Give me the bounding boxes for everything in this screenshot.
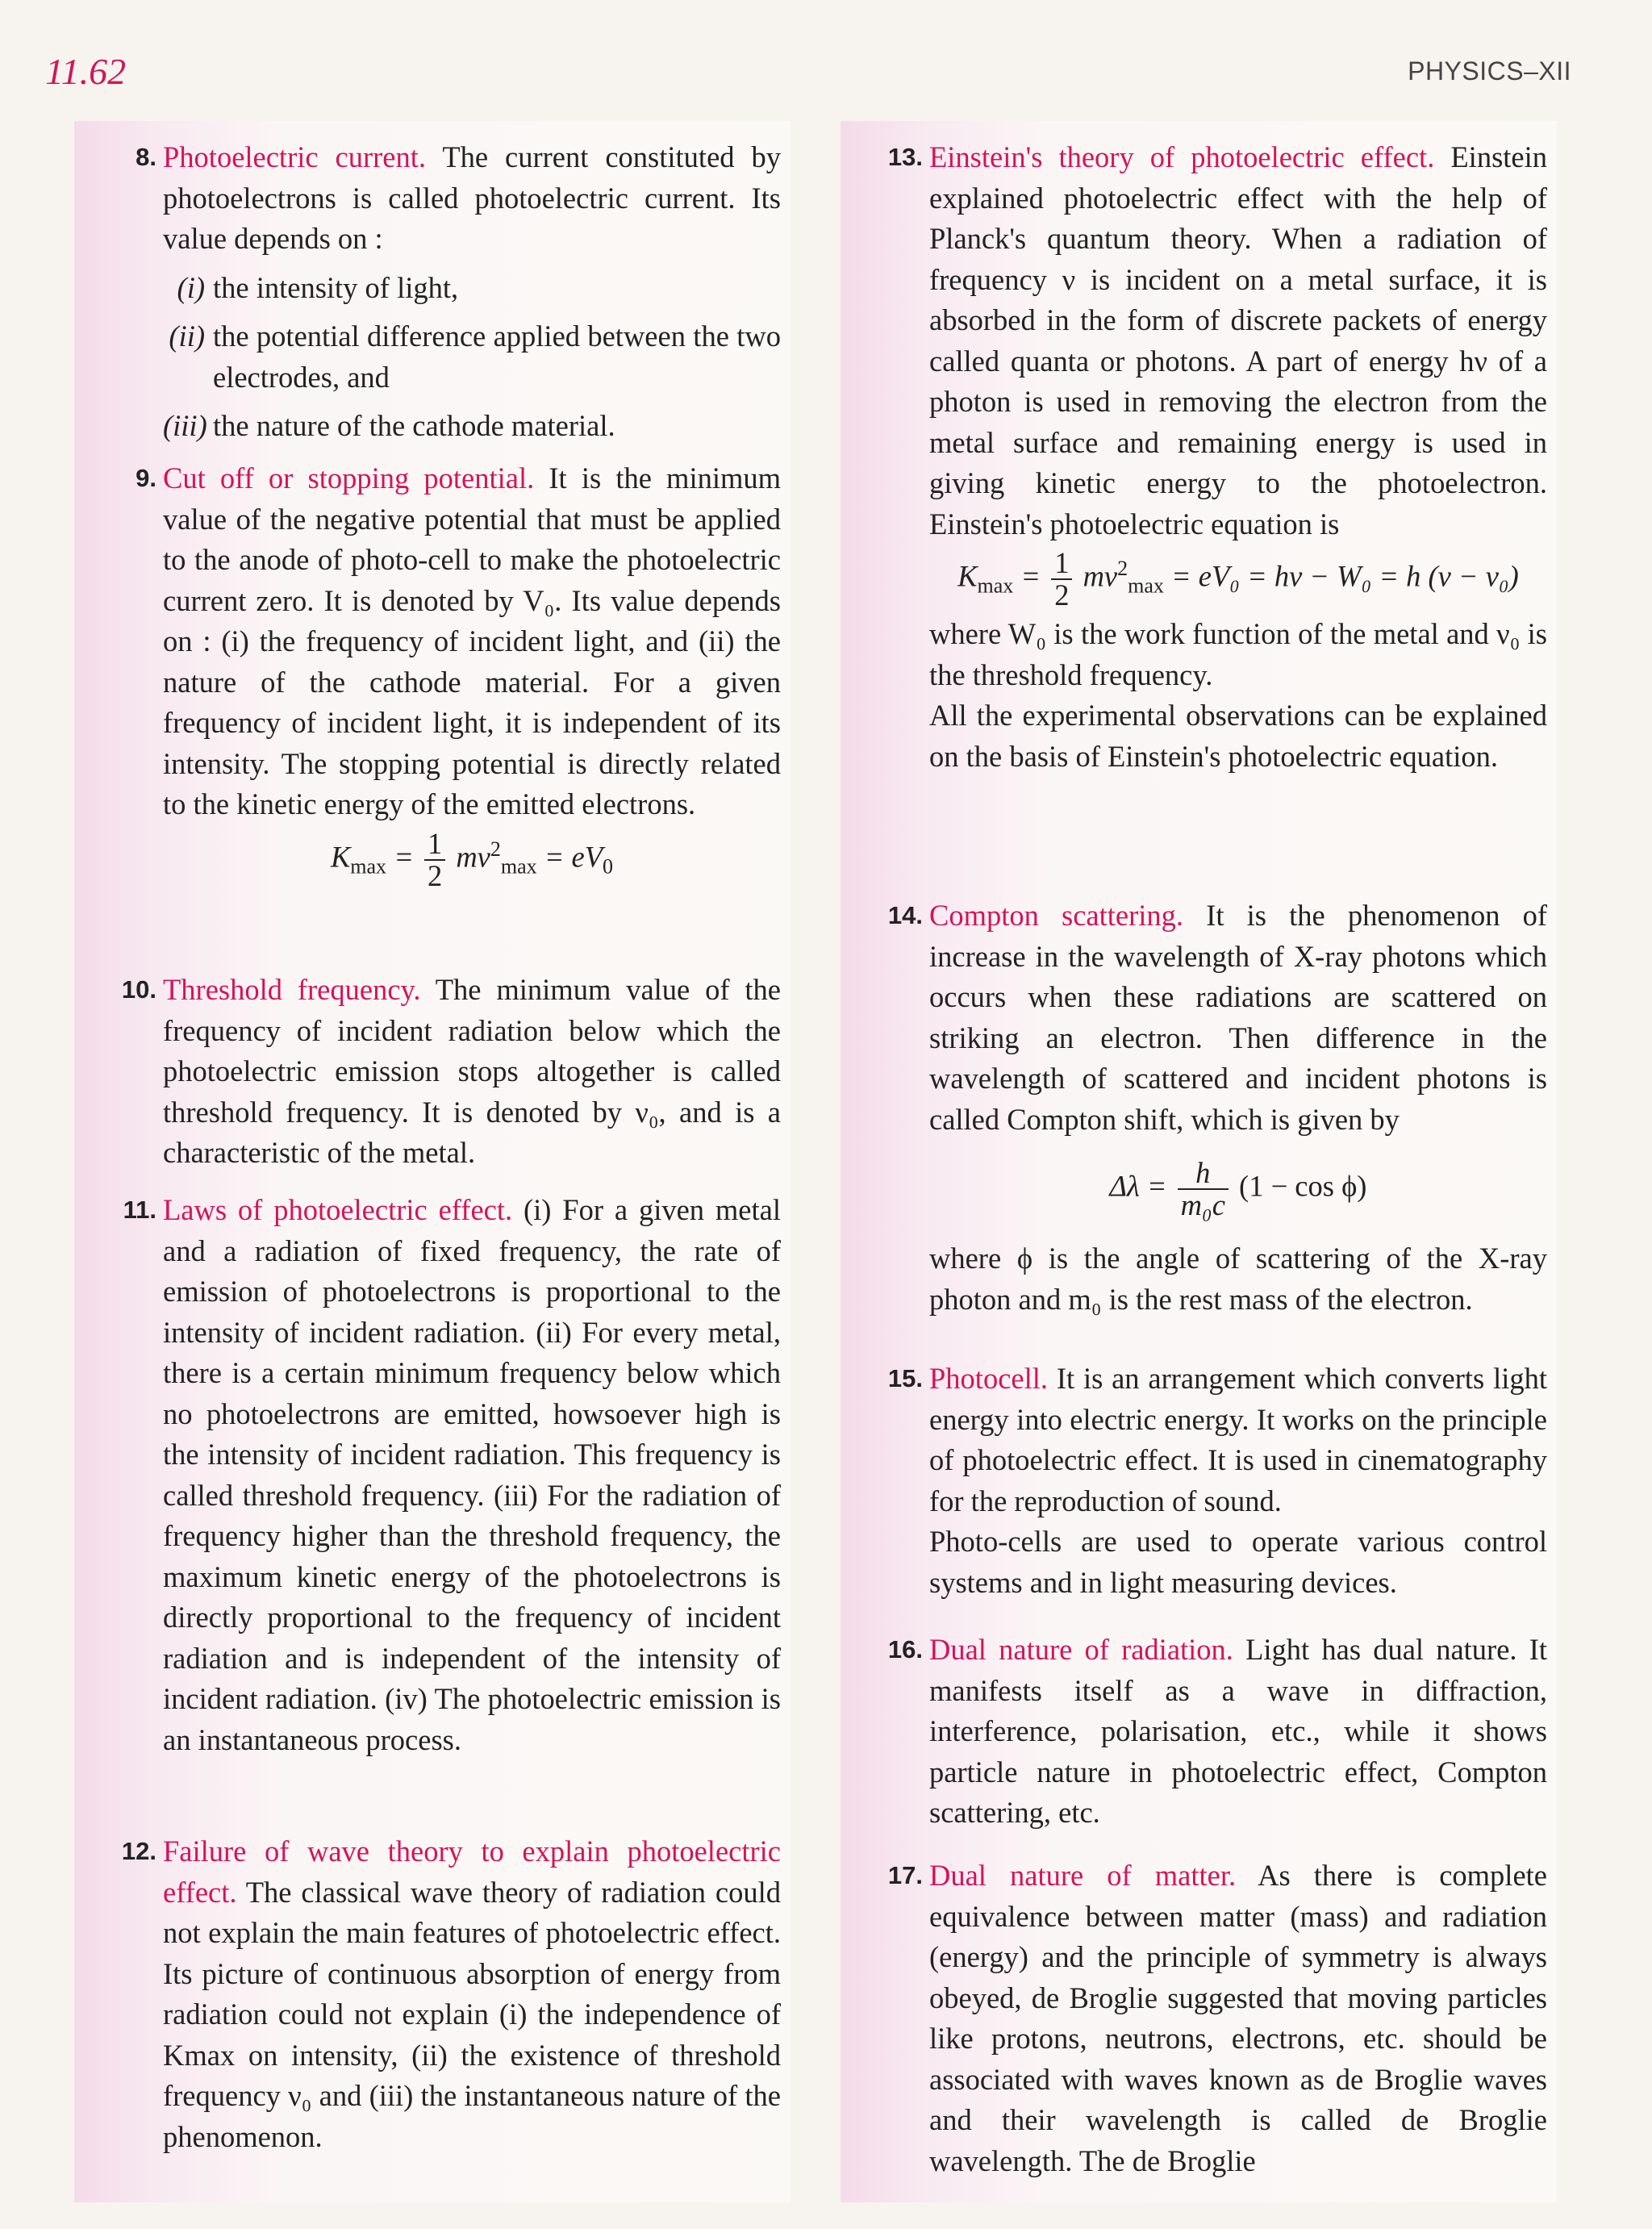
section-heading: Photocell. [929, 1362, 1048, 1395]
section-text: where W₀ is the work function of the metal and ν₀ is the threshold frequency. [929, 617, 1547, 691]
section-11 [74, 1190, 791, 1760]
section-9 [74, 458, 791, 895]
section-heading: Dual nature of matter. [929, 1859, 1237, 1892]
section-heading: Laws of photoelectric effect. [163, 1193, 513, 1226]
section-heading: Dual nature of radiation. [929, 1633, 1233, 1666]
section-text: It is an arrangement which converts light energy into electric energy. It works on the principle of photoelectric effect. It is used in cinematography for the reproduction of sound. [929, 1362, 1548, 1517]
section-text: As there is complete equivalence between matter (mass) and radiation (energy) and the principle of symmetry is always obeyed, de Broglie suggested that moving particles like protons, neutrons, electrons, etc. should be associated with waves known as de Broglie waves and their wavelength is called de Broglie wavelength. The de Broglie [929, 1859, 1547, 2177]
section-text: It is the minimum value of the negative potential that must be applied to the anode of photo-cell to make the photoelectric current zero. It is denoted by V₀. Its value depends on : (i) the frequency of incident light, and (ii) the nature of the cathode material. For a given frequency of incident light, it is independent of its intensity. The stopping potential is directly related to the kinetic energy of the emitted electrons. [163, 461, 782, 820]
section-number: 12. [121, 1837, 156, 1865]
section-heading: Failure of wave theory to explain photoelectric effect. [163, 1835, 781, 1909]
section-number: 14. [887, 901, 923, 929]
section-text: where ϕ is the angle of scattering of the X-ray photon and m₀ is the rest mass of the electron. [929, 1242, 1547, 1316]
right-column [841, 121, 1557, 2202]
section-17 [841, 1855, 1557, 2181]
section-heading: Threshold frequency. [163, 973, 421, 1006]
section-number: 16. [887, 1635, 923, 1663]
section-12 [74, 1831, 791, 2157]
section-number: 13. [887, 143, 923, 171]
section-text: The minimum value of the frequency of incident radiation below which the photoelectric emission stops altogether is called threshold frequency. It is denoted by ν₀, and is a characteristic of the metal. [163, 973, 781, 1169]
list-item: (ii) the potential difference applied between the two electrodes, and [169, 319, 781, 394]
stopping-potential-equation: $K_{max}$ = $\frac{1}{2}$ $mv^2_{max} = eV_0$ [330, 826, 614, 892]
section-text: All the experimental observations can be explained on the basis of Einstein's photoelectric equation. [929, 699, 1547, 773]
section-number: 8. [136, 143, 156, 171]
section-text: Einstein explained photoelectric effect with the help of Planck's quantum theory. When a radiation of frequency ν is incident on a metal surface, it is absorbed in the form of discrete packets of energy called quanta or photons. A part of energy hν of a photon is used in removing the electron from the metal surface and remaining energy is used in giving kinetic energy to the photoelectron. Einstein's photoelectric equation is [929, 140, 1548, 541]
left-column [74, 121, 791, 2202]
section-text: The classical wave theory of radiation could not explain the main features of photoelectric effect. Its picture of continuous absorption of energy from radiation could not explain (i) the independence of Kmax on intensity, (ii) the existence of threshold frequency ν₀ and (iii) the instantaneous nature of the phenomenon. [163, 1875, 781, 2153]
page-number: 11.62 [45, 51, 127, 92]
list-item: (iii) the nature of the cathode material. [163, 409, 615, 442]
section-text: Photo-cells are used to operate various control systems and in light measuring devices. [929, 1525, 1547, 1599]
section-heading: Compton scattering. [929, 899, 1184, 932]
section-heading: Cut off or stopping potential. [163, 461, 535, 495]
section-number: 9. [136, 464, 156, 492]
section-heading: Einstein's theory of photoelectric effect. [929, 140, 1435, 173]
section-text: Light has dual nature. It manifests itself as a wave in diffraction, interference, polarisation, etc., while it shows particle nature in photoelectric effect, Compton scattering, etc. [929, 1633, 1548, 1829]
section-16 [841, 1630, 1557, 1834]
section-10 [74, 970, 791, 1174]
section-14 [841, 895, 1557, 1320]
einstein-equation: $K_{max}$ = $\frac{1}{2}$ $mv^2_{max} = eV_0 = h\nu - W_0 = h$ (ν − ν₀) [957, 546, 1519, 612]
section-number: 11. [123, 1196, 156, 1224]
section-text: It is the phenomenon of increase in the wavelength of X-ray photons which occurs when these radiations are scattered on striking an electron. Then difference in the wavelength of scattered and incident photons is called Compton shift, which is given by [929, 899, 1547, 1136]
section-15 [841, 1359, 1557, 1603]
section-number: 17. [887, 1861, 923, 1889]
section-8 [74, 137, 791, 447]
section-heading: Photoelectric current. [163, 140, 427, 173]
section-13 [841, 137, 1557, 777]
section-number: 10. [121, 975, 156, 1004]
section-text: (i) For a given metal and a radiation of fixed frequency, the rate of emission of photoelectrons is proportional to the intensity of incident radiation. (ii) For every metal, there is a certain minimum frequency below which no photoelectrons are emitted, howsoever high is the intensity of incident radiation. This frequency is called threshold frequency. (iii) For the radiation of frequency higher than the threshold frequency, the maximum kinetic energy of the photoelectrons is directly proportional to the frequency of incident radiation and is independent of the intensity of incident radiation. (iv) The photoelectric emission is an instantaneous process. [163, 1193, 781, 1756]
compton-shift-equation: Δλ = $\frac{h}{\text{m₀c}}$ (1 − cos ϕ) [1109, 1156, 1367, 1221]
section-text: The current constituted by photoelectrons is called photoelectric current. Its value depends on : [163, 140, 781, 255]
running-head: PHYSICS–XII [1408, 56, 1571, 86]
section-number: 15. [887, 1364, 923, 1392]
list-item: (i) the intensity of light, [177, 270, 459, 304]
